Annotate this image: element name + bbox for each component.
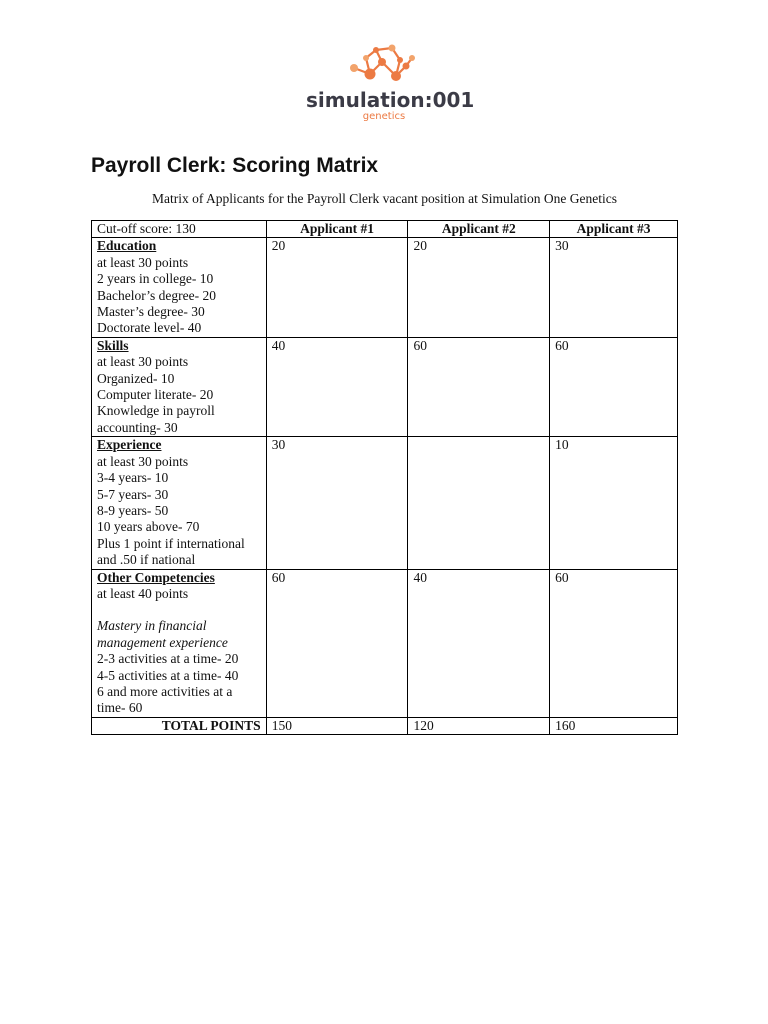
score-cell: 40 xyxy=(408,569,550,717)
table-header-row xyxy=(92,221,678,238)
criteria-line: 3-4 years- 10 xyxy=(97,470,169,486)
table-row-education xyxy=(92,238,678,337)
total-score-cell: 160 xyxy=(550,717,678,734)
criteria-title: Other Competencies xyxy=(97,569,215,585)
criteria-line: 2 years in college- 10 xyxy=(97,271,214,287)
criteria-title: Experience xyxy=(97,437,162,453)
criteria-cell xyxy=(92,238,267,337)
criteria-line: 10 years above- 70 xyxy=(97,519,200,535)
criteria-cell xyxy=(92,569,267,717)
applicant-3-header: Applicant #3 xyxy=(550,221,678,238)
score-cell: 40 xyxy=(266,337,408,436)
page-subtitle: Matrix of Applicants for the Payroll Clerk vacant position at Simulation One Genetics xyxy=(152,191,617,206)
molecule-icon xyxy=(346,42,418,88)
criteria-line: at least 30 points xyxy=(97,254,189,270)
table-row-other-competencies xyxy=(92,569,678,717)
cutoff-score-cell: Cut-off score: 130 xyxy=(92,221,267,238)
score-cell: 60 xyxy=(550,337,678,436)
criteria-line-italic: Mastery in financial xyxy=(97,618,207,634)
criteria-line: at least 40 points xyxy=(97,585,189,601)
table-row-experience xyxy=(92,437,678,569)
score-cell: 10 xyxy=(550,437,678,569)
company-logo xyxy=(306,42,476,124)
criteria-line: Knowledge in payroll xyxy=(97,403,215,419)
criteria-line: 2-3 activities at a time- 20 xyxy=(97,651,239,667)
criteria-line: Plus 1 point if international xyxy=(97,535,245,551)
criteria-line: Organized- 10 xyxy=(97,370,175,386)
criteria-cell xyxy=(92,437,267,569)
score-cell: 20 xyxy=(408,238,550,337)
table-row-skills xyxy=(92,337,678,436)
logo-subtitle: genetics xyxy=(362,111,406,122)
criteria-line: 5-7 years- 30 xyxy=(97,486,169,502)
applicant-1-header: Applicant #1 xyxy=(266,221,408,238)
criteria-line: Doctorate level- 40 xyxy=(97,320,202,336)
logo-wordmark: simulation:001 xyxy=(306,88,475,112)
score-cell: 30 xyxy=(266,437,408,569)
criteria-line: 8-9 years- 50 xyxy=(97,502,169,518)
criteria-cell xyxy=(92,337,267,436)
blank-line xyxy=(97,602,261,618)
criteria-line: and .50 if national xyxy=(97,552,196,568)
criteria-line: at least 30 points xyxy=(97,354,189,370)
criteria-line: accounting- 30 xyxy=(97,419,178,435)
criteria-title: Skills xyxy=(97,337,129,353)
total-points-label: TOTAL POINTS xyxy=(92,717,267,734)
criteria-line-italic: management experience xyxy=(97,634,228,650)
score-cell xyxy=(408,437,550,569)
score-cell: 60 xyxy=(266,569,408,717)
score-cell: 60 xyxy=(408,337,550,436)
criteria-line: at least 30 points xyxy=(97,453,189,469)
table-row-total xyxy=(92,717,678,734)
total-score-cell: 120 xyxy=(408,717,550,734)
score-cell: 60 xyxy=(550,569,678,717)
criteria-line: Bachelor’s degree- 20 xyxy=(97,287,216,303)
criteria-line: time- 60 xyxy=(97,700,143,716)
total-score-cell: 150 xyxy=(266,717,408,734)
criteria-line: Master’s degree- 30 xyxy=(97,304,205,320)
applicant-2-header: Applicant #2 xyxy=(408,221,550,238)
criteria-line: Computer literate- 20 xyxy=(97,387,214,403)
score-cell: 20 xyxy=(266,238,408,337)
criteria-line: 6 and more activities at a xyxy=(97,683,233,699)
page-title: Payroll Clerk: Scoring Matrix xyxy=(91,154,379,177)
score-cell: 30 xyxy=(550,238,678,337)
criteria-title: Education xyxy=(97,238,157,254)
scoring-matrix-table xyxy=(91,220,678,735)
criteria-line: 4-5 activities at a time- 40 xyxy=(97,667,239,683)
